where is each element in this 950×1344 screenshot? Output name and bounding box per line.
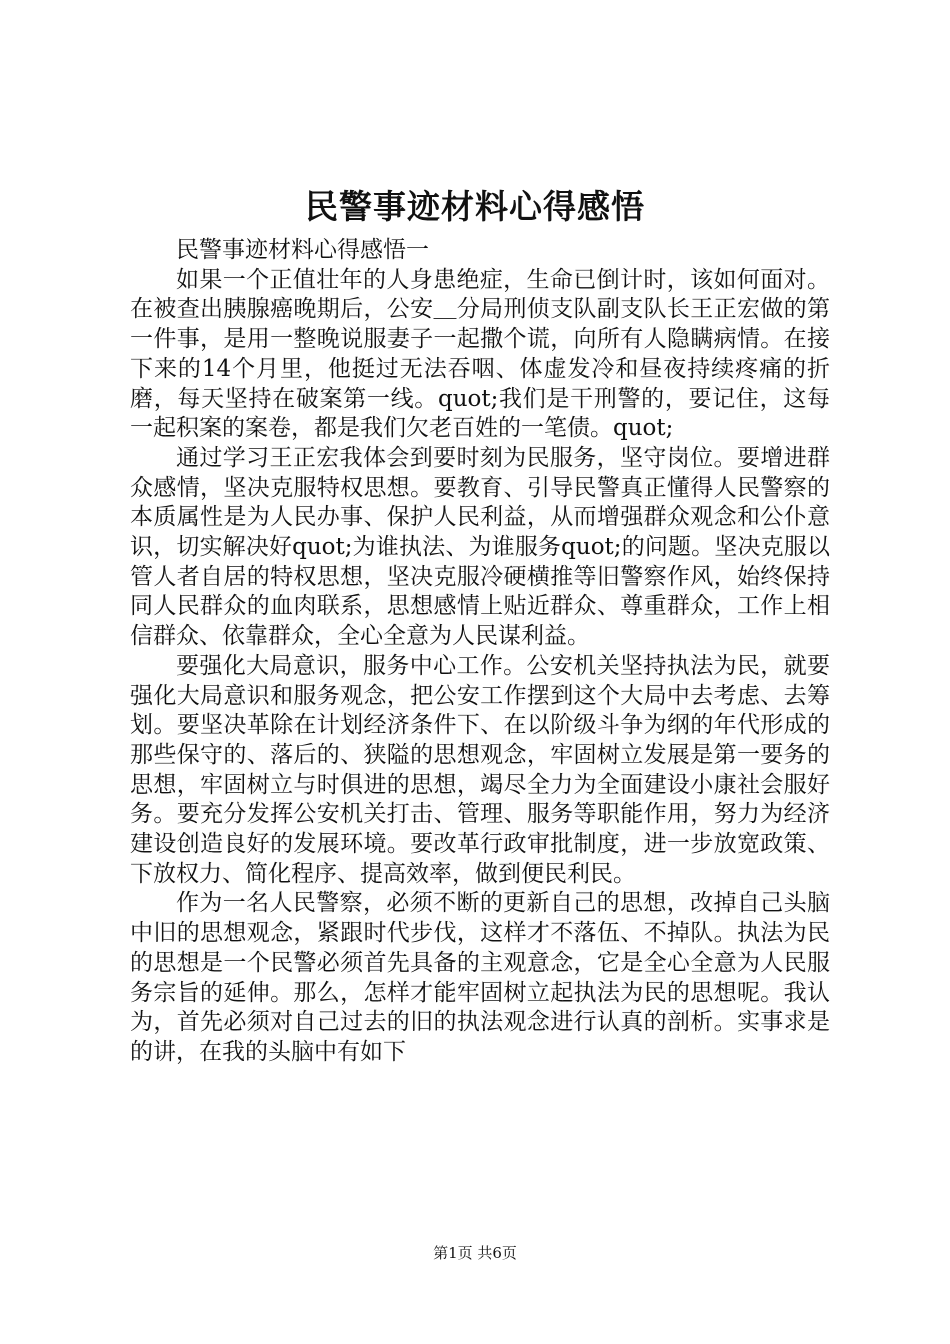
page-number-footer: 第1页 共6页 [433,1244,517,1262]
document-body [130,236,830,1068]
paragraph: 通过学习王正宏我体会到要时刻为民服务，坚守岗位。要增进群众感情，坚决克服特权思想。要教育、引导民警真正懂得人民警察的本质属性是为人民办事、保护人民利益，从而增强群众观念和公仆意识，切实解决好quot;为谁执法、为谁服务quot;的问题。坚决克服以管人者自居的特权思想，坚决克服冷硬横推等旧警察作风，始终保持同人民群众的血肉联系，思想感情上贴近群众、尊重群众，工作上相信群众、依靠群众，全心全意为人民谋利益。 [130,444,830,650]
paragraph: 如果一个正值壮年的人身患绝症，生命已倒计时，该如何面对。在被查出胰腺癌晚期后，公安＿分局刑侦支队副支队长王正宏做的第一件事，是用一整晚说服妻子一起撒个谎，向所有人隐瞒病情。在接下来的14个月里，他挺过无法吞咽、体虚发冷和昼夜持续疼痛的折磨，每天坚持在破案第一线。quot;我们是干刑警的，要记住，这每一起积案的案卷，都是我们欠老百姓的一笔债。quot; [130,266,830,442]
paragraph: 作为一名人民警察，必须不断的更新自己的思想，改掉自己头脑中旧的思想观念，紧跟时代步伐，这样才不落伍、不掉队。执法为民的思想是一个民警必须首先具备的主观意念，它是全心全意为人民服务宗旨的延伸。那么，怎样才能牢固树立起执法为民的思想呢。我认为，首先必须对自己过去的旧的执法观念进行认真的剖析。实事求是的讲，在我的头脑中有如下 [130,890,830,1065]
paragraph-subheading: 民警事迹材料心得感悟一 [176,237,429,263]
paragraph: 要强化大局意识，服务中心工作。公安机关坚持执法为民，就要强化大局意识和服务观念，把公安工作摆到这个大局中去考虑、去筹划。要坚决革除在计划经济条件下、在以阶级斗争为纲的年代形成的那些保守的、落后的、狭隘的思想观念，牢固树立发展是第一要务的思想，牢固树立与时俱进的思想，竭尽全力为全面建设小康社会服好务。要充分发挥公安机关打击、管理、服务等职能作用，努力为经济建设创造良好的发展环境。要改革行政审批制度，进一步放宽政策、下放权力、简化程序、提高效率，做到便民利民。 [130,652,830,887]
document-title: 民警事迹材料心得感悟 [305,187,645,226]
